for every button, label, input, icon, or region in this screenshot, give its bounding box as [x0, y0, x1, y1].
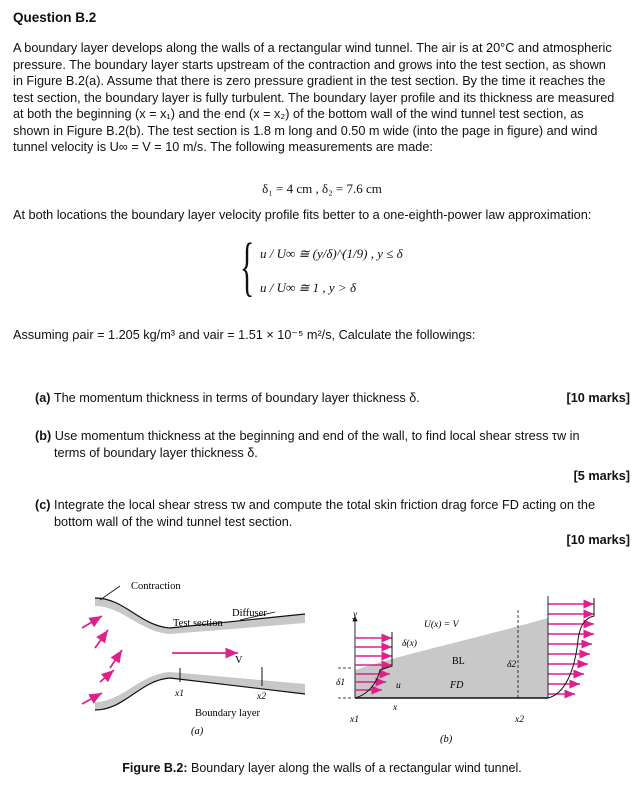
profile-x2-arrows — [548, 604, 594, 694]
figure-a — [82, 581, 305, 737]
label-y: y — [353, 610, 358, 620]
equation-line-2: u / U∞ ≅ 1 , y > δ — [260, 280, 356, 295]
label-test-section: Test section — [173, 618, 223, 629]
part-label: (a) — [35, 391, 51, 405]
label-delta2: δ2 — [507, 660, 517, 670]
part-a-text: The momentum thickness in terms of boundary layer thickness δ. — [53, 391, 420, 405]
label-delta1: δ1 — [336, 678, 346, 688]
assumption-line: Assuming ρair = 1.205 kg/m³ and νair = 1.51 × 10⁻⁵ m²/s, Calculate the followings: — [13, 328, 476, 342]
caption-label: Figure B.2: — [122, 761, 188, 775]
figure-b2 — [0, 570, 644, 750]
measurements: δ₁ = 4 cm , δ₂ = 7.6 cm — [262, 181, 382, 196]
part-b — [35, 428, 630, 485]
label-b-x2: x2 — [515, 715, 524, 725]
label-v: V — [235, 655, 243, 666]
intro-line: shown in Figure B.2(b). The test section is 1.8 m long and 0.50 m wide (into the page in figure) and wind — [13, 123, 598, 138]
label-fd: FD — [450, 680, 464, 691]
part-b-marks: [5 marks] — [573, 469, 630, 483]
label-x: x — [393, 703, 398, 713]
intro-line: in Figure B.2(a). Assume that there is zero pressure gradient in the test section. By the time it reaches the — [13, 74, 606, 88]
part-c-text-2: bottom wall of the wind tunnel test section. — [54, 514, 293, 529]
part-c-marks: [10 marks] — [566, 533, 630, 547]
label-sub-b: (b) — [440, 734, 453, 745]
part-a — [35, 391, 630, 405]
equation-line-1: u / U∞ ≅ (y/δ)^(1/9) , y ≤ δ — [260, 246, 403, 261]
part-a-marks: [10 marks] — [566, 391, 630, 405]
left-brace: { — [240, 230, 255, 303]
label-ux: U(x) = V — [424, 620, 459, 630]
lower-wall-shading — [95, 672, 305, 710]
intro-line: at both the beginning (x = x₁) and the end (x = x₂) of the bottom wall of the wind tunnel test section, as — [13, 107, 584, 121]
label-contraction: Contraction — [131, 581, 181, 592]
intro-paragraph — [13, 40, 629, 156]
figure-b — [336, 596, 594, 745]
intro-line: test section, the boundary layer is fully turbulent. The boundary layer profile and its thickness are measured — [13, 90, 615, 105]
label-b-x1: x1 — [350, 715, 359, 725]
label-x1: x1 — [175, 689, 184, 699]
label-bl: BL — [452, 656, 465, 667]
label-delta-x: δ(x) — [402, 639, 417, 649]
label-x2: x2 — [257, 692, 266, 702]
part-c-text-1: Integrate the local shear stress τw and compute the total skin friction drag force FD acting on the — [54, 498, 596, 512]
label-diffuser: Diffuser — [232, 608, 267, 619]
profile-intro: At both locations the boundary layer velocity profile fits better to a one-eighth-power law approximation: — [13, 208, 592, 222]
part-b-text-1: Use momentum thickness at the beginning and end of the wall, to find local shear stress τw in — [54, 429, 580, 443]
intro-line: pressure. The boundary layer starts upstream of the contraction and grows into the test section, as shown — [13, 57, 606, 72]
intro-line: A boundary layer develops along the walls of a rectangular wind tunnel. The air is at 20°C and atmospheric — [13, 41, 612, 55]
label-u: u — [396, 681, 401, 691]
caption-text: Boundary layer along the walls of a rectangular wind tunnel. — [187, 761, 522, 775]
intro-line: tunnel velocity is U∞ = V = 10 m/s. The following measurements are made: — [13, 140, 433, 154]
question-title: Question B.2 — [13, 10, 97, 25]
label-sub-a: (a) — [191, 726, 204, 737]
part-b-text-2: terms of boundary layer thickness δ. — [54, 445, 258, 460]
figure-caption — [0, 761, 644, 775]
part-c — [35, 497, 630, 549]
velocity-profile-equation — [240, 230, 420, 308]
label-boundary-layer: Boundary layer — [195, 708, 261, 719]
part-label: (c) — [35, 498, 51, 512]
part-label: (b) — [35, 429, 52, 443]
